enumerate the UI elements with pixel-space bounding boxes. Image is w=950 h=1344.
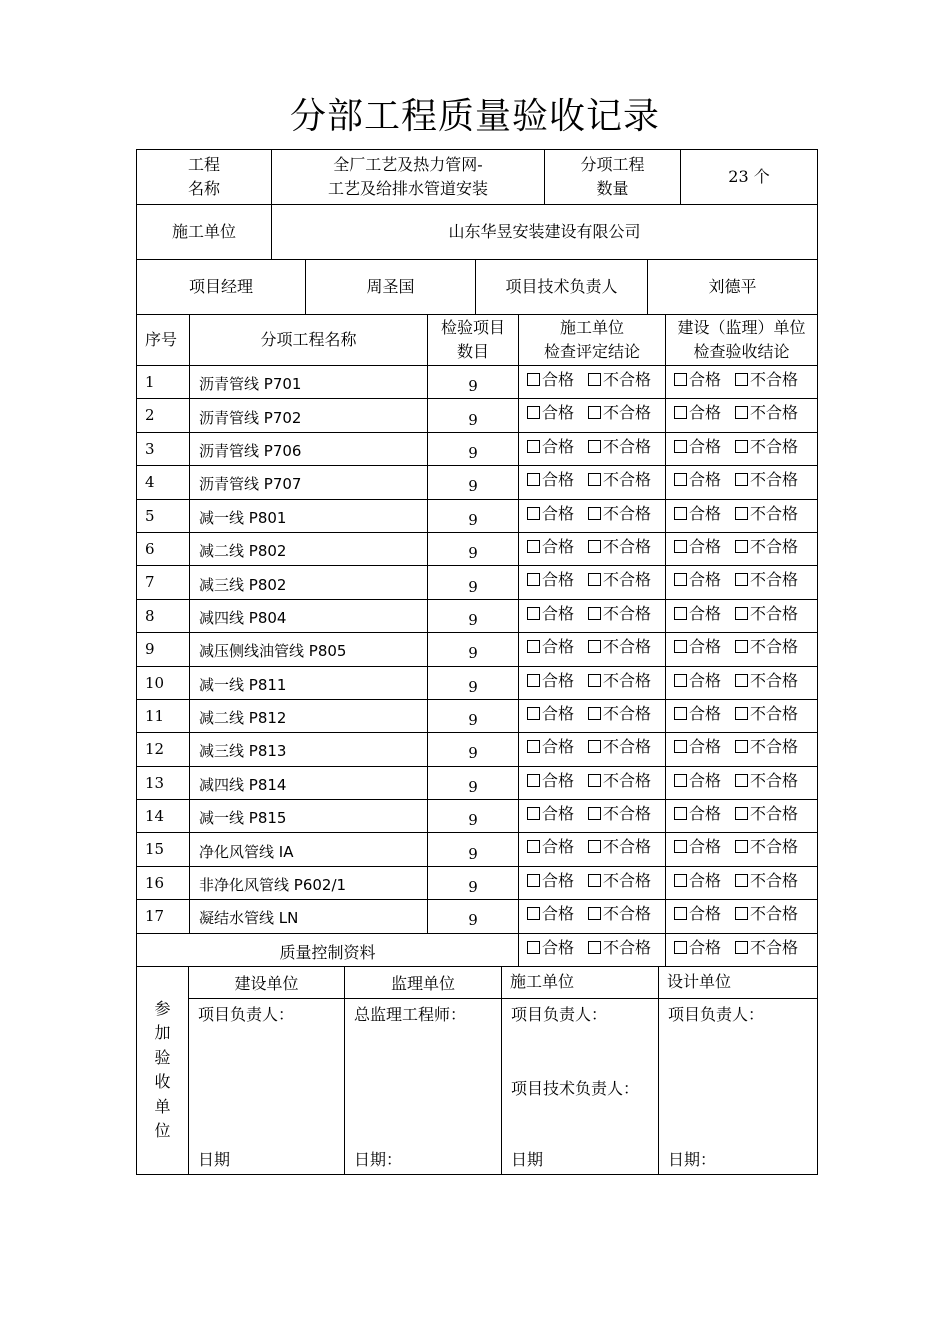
fail-checkbox[interactable] [735,907,748,920]
row-owner-check: 合格 不合格 [666,432,818,465]
row-item-count: 9 [428,366,519,399]
fail-checkbox[interactable] [588,473,601,486]
row-contractor-check: 合格 不合格 [519,566,666,599]
fail-checkbox[interactable] [588,740,601,753]
project-info-table [136,149,818,260]
row-owner-check: 合格 不合格 [666,866,818,899]
row-index: 8 [137,599,190,632]
pass-checkbox[interactable] [674,807,687,820]
pass-checkbox[interactable] [527,607,540,620]
fail-checkbox[interactable] [735,473,748,486]
table-row [137,366,818,399]
pass-checkbox[interactable] [674,941,687,954]
pass-checkbox[interactable] [527,941,540,954]
fail-checkbox[interactable] [735,406,748,419]
contractor-tech-sign-label: 项目技术负责人： [511,1078,640,1098]
quality-control-row [137,933,818,966]
row-item-count: 9 [428,666,519,699]
row-index: 6 [137,532,190,565]
fail-checkbox[interactable] [735,640,748,653]
pass-checkbox[interactable] [674,573,687,586]
row-item-count: 9 [428,900,519,933]
fail-checkbox[interactable] [735,540,748,553]
pass-checkbox[interactable] [527,440,540,453]
row-item-count: 9 [428,733,519,766]
fail-checkbox[interactable] [735,874,748,887]
fail-checkbox[interactable] [588,406,601,419]
pass-checkbox[interactable] [527,907,540,920]
fail-checkbox[interactable] [588,874,601,887]
pass-checkbox[interactable] [527,573,540,586]
designer-sign-cell [659,998,818,1174]
fail-checkbox[interactable] [735,507,748,520]
fail-checkbox[interactable] [588,507,601,520]
table-row [137,866,818,899]
row-item-name: 减二线 P812 [190,699,428,732]
fail-checkbox[interactable] [588,840,601,853]
pass-checkbox[interactable] [527,406,540,419]
col-owner-header: 建设（监理）单位 检查验收结论 [666,315,818,366]
pass-checkbox[interactable] [674,406,687,419]
row-index: 15 [137,833,190,866]
contractor-unit-title: 施工单位 [502,966,659,998]
row-item-name: 沥青管线 P707 [190,466,428,499]
fail-checkbox[interactable] [588,440,601,453]
fail-checkbox[interactable] [735,941,748,954]
row-owner-check: 合格 不合格 [666,666,818,699]
table-row [137,532,818,565]
row-owner-check: 合格 不合格 [666,599,818,632]
row-index: 7 [137,566,190,599]
col-contractor-header: 施工单位 检查评定结论 [519,315,666,366]
items-table [136,314,818,967]
row-item-count: 9 [428,432,519,465]
row-contractor-check: 合格 不合格 [519,366,666,399]
pass-checkbox[interactable] [527,540,540,553]
page-title: 分部工程质量验收记录 [289,96,660,137]
table-row [137,599,818,632]
row-contractor-check: 合格 不合格 [519,599,666,632]
row-owner-check: 合格 不合格 [666,733,818,766]
row-owner-check: 合格 不合格 [666,800,818,833]
manager-table [136,259,818,315]
row-contractor-check: 合格 不合格 [519,900,666,933]
table-row [137,733,818,766]
table-row [137,432,818,465]
owner-sign-cell [189,998,345,1174]
fail-checkbox[interactable] [735,774,748,787]
pass-checkbox[interactable] [527,807,540,820]
table-row [137,900,818,933]
fail-checkbox[interactable] [735,840,748,853]
fail-checkbox[interactable] [735,674,748,687]
fail-checkbox[interactable] [588,373,601,386]
owner-unit-title: 建设单位 [189,966,345,998]
row-contractor-check: 合格 不合格 [519,699,666,732]
row-index: 12 [137,733,190,766]
row-contractor-check: 合格 不合格 [519,499,666,532]
row-contractor-check: 合格 不合格 [519,666,666,699]
row-item-name: 减一线 P815 [190,800,428,833]
contractor-label: 施工单位 [137,205,272,260]
pass-checkbox[interactable] [527,473,540,486]
fail-checkbox[interactable] [588,607,601,620]
fail-checkbox[interactable] [588,774,601,787]
pass-checkbox[interactable] [674,473,687,486]
pass-checkbox[interactable] [527,674,540,687]
row-owner-check: 合格 不合格 [666,566,818,599]
pass-checkbox[interactable] [674,440,687,453]
row-item-name: 减二线 P802 [190,532,428,565]
row-item-count: 9 [428,466,519,499]
row-item-name: 减一线 P811 [190,666,428,699]
row-item-count: 9 [428,699,519,732]
row-index: 2 [137,399,190,432]
pass-checkbox[interactable] [527,507,540,520]
row-index: 9 [137,633,190,666]
project-name-value: 全厂工艺及热力管网- 工艺及给排水管道安装 [272,150,545,205]
project-name-label: 工程 名称 [137,150,272,205]
participants-side-label: 参 加 验 收 单 位 [137,966,189,1174]
item-count-value: 23 个 [681,150,818,205]
contractor-sign-cell [502,998,659,1174]
table-row [137,399,818,432]
row-item-count: 9 [428,766,519,799]
pass-checkbox[interactable] [527,774,540,787]
row-item-name: 减四线 P804 [190,599,428,632]
row-contractor-check: 合格 不合格 [519,432,666,465]
row-item-count: 9 [428,566,519,599]
supervisor-sign-cell [345,998,502,1174]
fail-checkbox[interactable] [588,674,601,687]
fail-checkbox[interactable] [735,607,748,620]
fail-checkbox[interactable] [735,740,748,753]
supervisor-unit-title: 监理单位 [345,966,502,998]
row-owner-check: 合格 不合格 [666,499,818,532]
row-item-count: 9 [428,532,519,565]
row-contractor-check: 合格 不合格 [519,833,666,866]
manager-label: 项目经理 [137,260,306,315]
table-row [137,699,818,732]
row-index: 5 [137,499,190,532]
row-owner-check: 合格 不合格 [666,833,818,866]
row-index: 1 [137,366,190,399]
row-item-count: 9 [428,399,519,432]
pass-checkbox[interactable] [674,907,687,920]
table-row [137,499,818,532]
fail-checkbox[interactable] [735,707,748,720]
row-item-name: 减三线 P802 [190,566,428,599]
tech-lead-label: 项目技术负责人 [476,260,648,315]
row-item-count: 9 [428,599,519,632]
row-item-name: 沥青管线 P701 [190,366,428,399]
row-index: 11 [137,699,190,732]
pass-checkbox[interactable] [674,874,687,887]
row-contractor-check: 合格 不合格 [519,633,666,666]
row-index: 10 [137,666,190,699]
pass-checkbox[interactable] [527,740,540,753]
row-contractor-check: 合格 不合格 [519,532,666,565]
table-row [137,633,818,666]
fail-checkbox[interactable] [588,941,601,954]
table-row [137,466,818,499]
pass-checkbox[interactable] [527,640,540,653]
row-item-name: 非净化风管线 P602/1 [190,866,428,899]
row-owner-check: 合格 不合格 [666,399,818,432]
quality-contractor-check: 合格 不合格 [519,933,666,966]
table-row [137,566,818,599]
table-row [137,800,818,833]
pass-checkbox[interactable] [527,373,540,386]
pass-checkbox[interactable] [674,774,687,787]
pass-checkbox[interactable] [674,540,687,553]
row-owner-check: 合格 不合格 [666,366,818,399]
row-owner-check: 合格 不合格 [666,532,818,565]
row-contractor-check: 合格 不合格 [519,466,666,499]
row-owner-check: 合格 不合格 [666,633,818,666]
row-owner-check: 合格 不合格 [666,466,818,499]
tech-lead-value: 刘德平 [648,260,818,315]
fail-checkbox[interactable] [588,707,601,720]
owner-sign-label: 项目负责人： [198,1004,295,1024]
row-contractor-check: 合格 不合格 [519,866,666,899]
fail-checkbox[interactable] [588,540,601,553]
contractor-value: 山东华昱安装建设有限公司 [272,205,818,260]
row-item-name: 减四线 P814 [190,766,428,799]
row-contractor-check: 合格 不合格 [519,733,666,766]
row-owner-check: 合格 不合格 [666,699,818,732]
row-item-name: 沥青管线 P702 [190,399,428,432]
row-index: 14 [137,800,190,833]
fail-checkbox[interactable] [735,573,748,586]
participants-table [136,966,818,1175]
pass-checkbox[interactable] [674,373,687,386]
row-index: 17 [137,900,190,933]
supervisor-date-label: 日期： [354,1149,403,1169]
designer-sign-label: 项目负责人： [668,1004,765,1024]
row-item-name: 净化风管线 IA [190,833,428,866]
row-item-count: 9 [428,633,519,666]
pass-checkbox[interactable] [674,707,687,720]
quality-owner-check: 合格 不合格 [666,933,818,966]
fail-checkbox[interactable] [588,907,601,920]
fail-checkbox[interactable] [588,807,601,820]
row-item-name: 凝结水管线 LN [190,900,428,933]
row-item-count: 9 [428,800,519,833]
row-item-name: 减一线 P801 [190,499,428,532]
pass-checkbox[interactable] [674,607,687,620]
col-name-header: 分项工程名称 [190,315,428,366]
manager-value: 周圣国 [306,260,476,315]
acceptance-form [136,149,817,1175]
row-item-count: 9 [428,866,519,899]
pass-checkbox[interactable] [674,740,687,753]
row-item-count: 9 [428,833,519,866]
row-item-name: 减压侧线油管线 P805 [190,633,428,666]
row-item-count: 9 [428,499,519,532]
fail-checkbox[interactable] [735,373,748,386]
pass-checkbox[interactable] [674,640,687,653]
pass-checkbox[interactable] [674,840,687,853]
items-body [137,366,818,934]
row-contractor-check: 合格 不合格 [519,800,666,833]
table-row [137,666,818,699]
item-count-label: 分项工程 数量 [545,150,681,205]
designer-unit-title: 设计单位 [659,966,818,998]
row-index: 4 [137,466,190,499]
owner-date-label: 日期 [198,1149,231,1169]
pass-checkbox[interactable] [527,874,540,887]
supervisor-sign-label: 总监理工程师： [354,1004,467,1024]
row-index: 16 [137,866,190,899]
row-item-name: 减三线 P813 [190,733,428,766]
row-owner-check: 合格 不合格 [666,900,818,933]
fail-checkbox[interactable] [588,640,601,653]
pass-checkbox[interactable] [674,674,687,687]
pass-checkbox[interactable] [674,507,687,520]
designer-date-label: 日期： [668,1149,717,1169]
row-owner-check: 合格 不合格 [666,766,818,799]
col-count-header: 检验项目 数目 [428,315,519,366]
col-idx-header: 序号 [137,315,190,366]
row-contractor-check: 合格 不合格 [519,766,666,799]
fail-checkbox[interactable] [735,440,748,453]
row-item-name: 沥青管线 P706 [190,432,428,465]
pass-checkbox[interactable] [527,707,540,720]
row-index: 13 [137,766,190,799]
row-contractor-check: 合格 不合格 [519,399,666,432]
table-row [137,766,818,799]
quality-control-label: 质量控制资料 [137,933,519,966]
row-index: 3 [137,432,190,465]
table-row [137,833,818,866]
contractor-date-label: 日期 [511,1149,544,1169]
fail-checkbox[interactable] [588,573,601,586]
contractor-sign-label: 项目负责人： [511,1004,608,1024]
pass-checkbox[interactable] [527,840,540,853]
fail-checkbox[interactable] [735,807,748,820]
